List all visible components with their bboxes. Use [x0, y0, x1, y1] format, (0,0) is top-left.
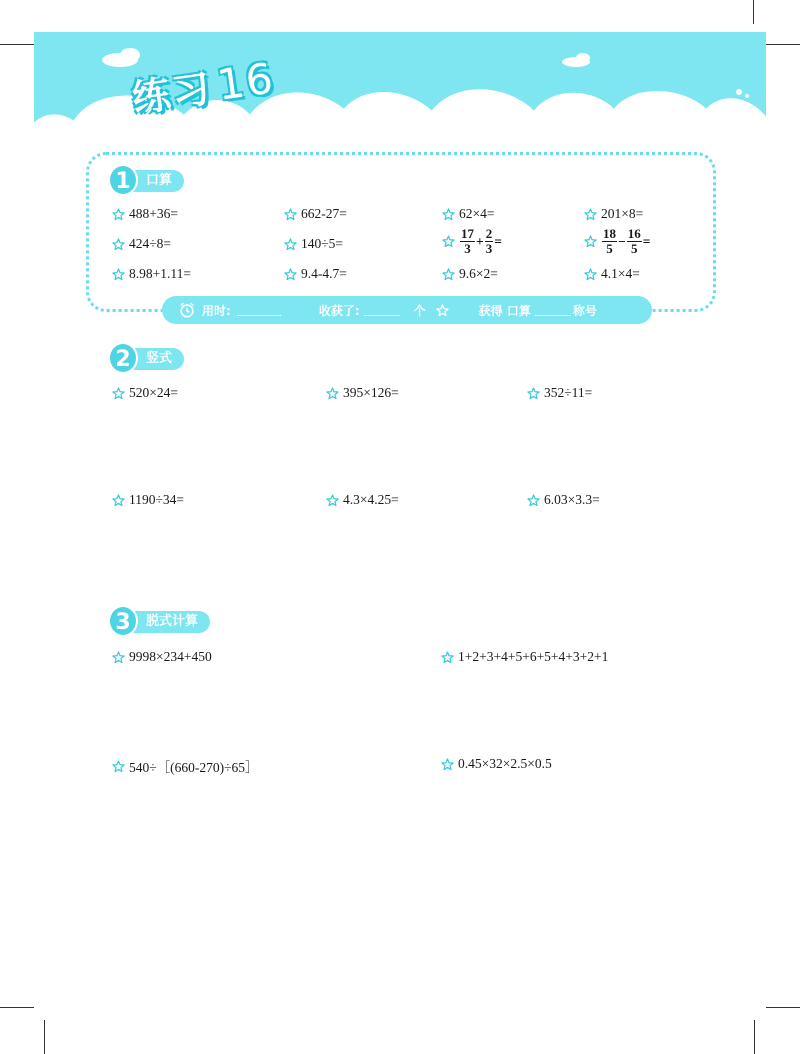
section-2-tag	[112, 348, 184, 370]
problem-text: 352÷11=	[544, 385, 593, 400]
time-label: 用时:	[202, 303, 231, 318]
numerator: 16	[627, 226, 641, 241]
crop-mark	[766, 44, 800, 45]
problem-text: 9.6×2=	[459, 266, 498, 281]
operator: +	[476, 233, 484, 249]
fraction	[627, 227, 642, 256]
title-number: 16	[214, 53, 278, 110]
problem-text: 540÷［(660-270)÷65］	[129, 760, 259, 775]
numerator: 2	[485, 226, 493, 241]
star-icon	[584, 268, 597, 281]
problem	[442, 266, 498, 282]
problem	[442, 206, 494, 222]
numerator: 17	[461, 226, 474, 241]
star-icon	[284, 238, 297, 251]
problem	[112, 756, 259, 776]
score-bar	[162, 296, 652, 324]
problem	[326, 492, 399, 508]
problem-text: 662-27=	[301, 206, 347, 221]
problem	[527, 492, 600, 508]
problem-text: 62×4=	[459, 206, 495, 221]
star-icon	[442, 235, 455, 248]
title-blank[interactable]	[535, 305, 571, 316]
star-icon	[441, 651, 454, 664]
section-number: 2	[108, 342, 138, 374]
crop-mark	[44, 1020, 45, 1054]
star-icon	[112, 208, 125, 221]
problem	[284, 266, 347, 282]
star-icon	[112, 238, 125, 251]
problem	[112, 206, 178, 222]
fraction-problem	[442, 227, 502, 256]
star-icon	[112, 651, 125, 664]
crop-mark	[0, 1007, 34, 1008]
star-icon	[441, 758, 454, 771]
denominator: 3	[464, 241, 471, 256]
fraction	[485, 227, 494, 256]
crop-mark	[753, 0, 754, 24]
denominator: 3	[485, 241, 493, 256]
crop-mark	[766, 1007, 800, 1008]
star-icon	[527, 494, 540, 507]
section-label: 竖式	[146, 351, 173, 366]
alarm-clock-icon	[178, 301, 196, 319]
problem-text: 201×8=	[601, 206, 644, 221]
fraction-expression	[459, 227, 502, 256]
problem-text: 488+36=	[129, 206, 178, 221]
star-icon	[284, 208, 297, 221]
problem-text: 4.3×4.25=	[343, 492, 399, 507]
denominator: 5	[606, 241, 613, 256]
star-icon	[436, 304, 449, 317]
star-icon	[284, 268, 297, 281]
section-3-tag	[112, 611, 210, 633]
problem-text: 1190÷34=	[129, 492, 185, 507]
equals-sign: =	[642, 233, 651, 249]
title-label: 称号	[572, 303, 597, 318]
star-icon	[527, 387, 540, 400]
star-icon	[112, 268, 125, 281]
star-icon	[326, 494, 339, 507]
star-icon	[584, 208, 597, 221]
problem-text: 9.4-4.7=	[301, 266, 347, 281]
problem-text: 6.03×3.3=	[544, 492, 600, 507]
problem-text: 424÷8=	[129, 236, 172, 251]
problem	[584, 206, 643, 222]
problem	[441, 756, 552, 772]
fraction-problem	[584, 227, 650, 256]
problem	[441, 649, 608, 665]
problem	[112, 492, 184, 508]
crop-mark	[754, 1020, 755, 1054]
section-number: 1	[108, 164, 138, 196]
problem	[112, 236, 171, 252]
star-icon	[112, 494, 125, 507]
problem-text: 1+2+3+4+5+6+5+4+3+2+1	[458, 649, 609, 664]
star-icon	[584, 235, 597, 248]
problem	[284, 206, 347, 222]
fraction	[602, 227, 617, 256]
star-icon	[442, 268, 455, 281]
section-1-tag	[112, 170, 184, 192]
time-blank[interactable]	[237, 305, 281, 316]
equals-sign: =	[494, 233, 502, 249]
problem	[326, 385, 399, 401]
problem-text: 140÷5=	[301, 236, 344, 251]
problem	[284, 236, 343, 252]
operator: −	[618, 233, 626, 249]
problem	[527, 385, 592, 401]
earn-label: 获得 口算	[478, 303, 531, 318]
star-icon	[442, 208, 455, 221]
star-icon	[112, 760, 125, 773]
section-label: 口算	[146, 173, 173, 188]
problem-text: 4.1×4=	[601, 266, 640, 281]
problem	[112, 266, 191, 282]
section-label: 脱式计算	[146, 614, 199, 629]
unit-label: 个	[413, 303, 426, 318]
fraction	[460, 227, 475, 256]
fraction-expression	[601, 227, 650, 256]
numerator: 18	[603, 226, 616, 241]
problem	[112, 649, 212, 665]
title-text: 练习	[129, 66, 215, 121]
denominator: 5	[630, 241, 638, 256]
problem-text: 9998×234+450	[129, 649, 212, 664]
star-icon	[326, 387, 339, 400]
crop-mark	[0, 44, 34, 45]
problem-text: 520×24=	[129, 385, 178, 400]
problem-text: 8.98+1.11=	[129, 266, 191, 281]
problem	[112, 385, 178, 401]
section-number: 3	[108, 605, 138, 637]
harvest-label: 收获了:	[318, 303, 360, 318]
problem	[584, 266, 640, 282]
harvest-blank[interactable]	[364, 305, 400, 316]
star-icon	[112, 387, 125, 400]
problem-text: 395×126=	[343, 385, 399, 400]
problem-text: 0.45×32×2.5×0.5	[458, 756, 552, 771]
